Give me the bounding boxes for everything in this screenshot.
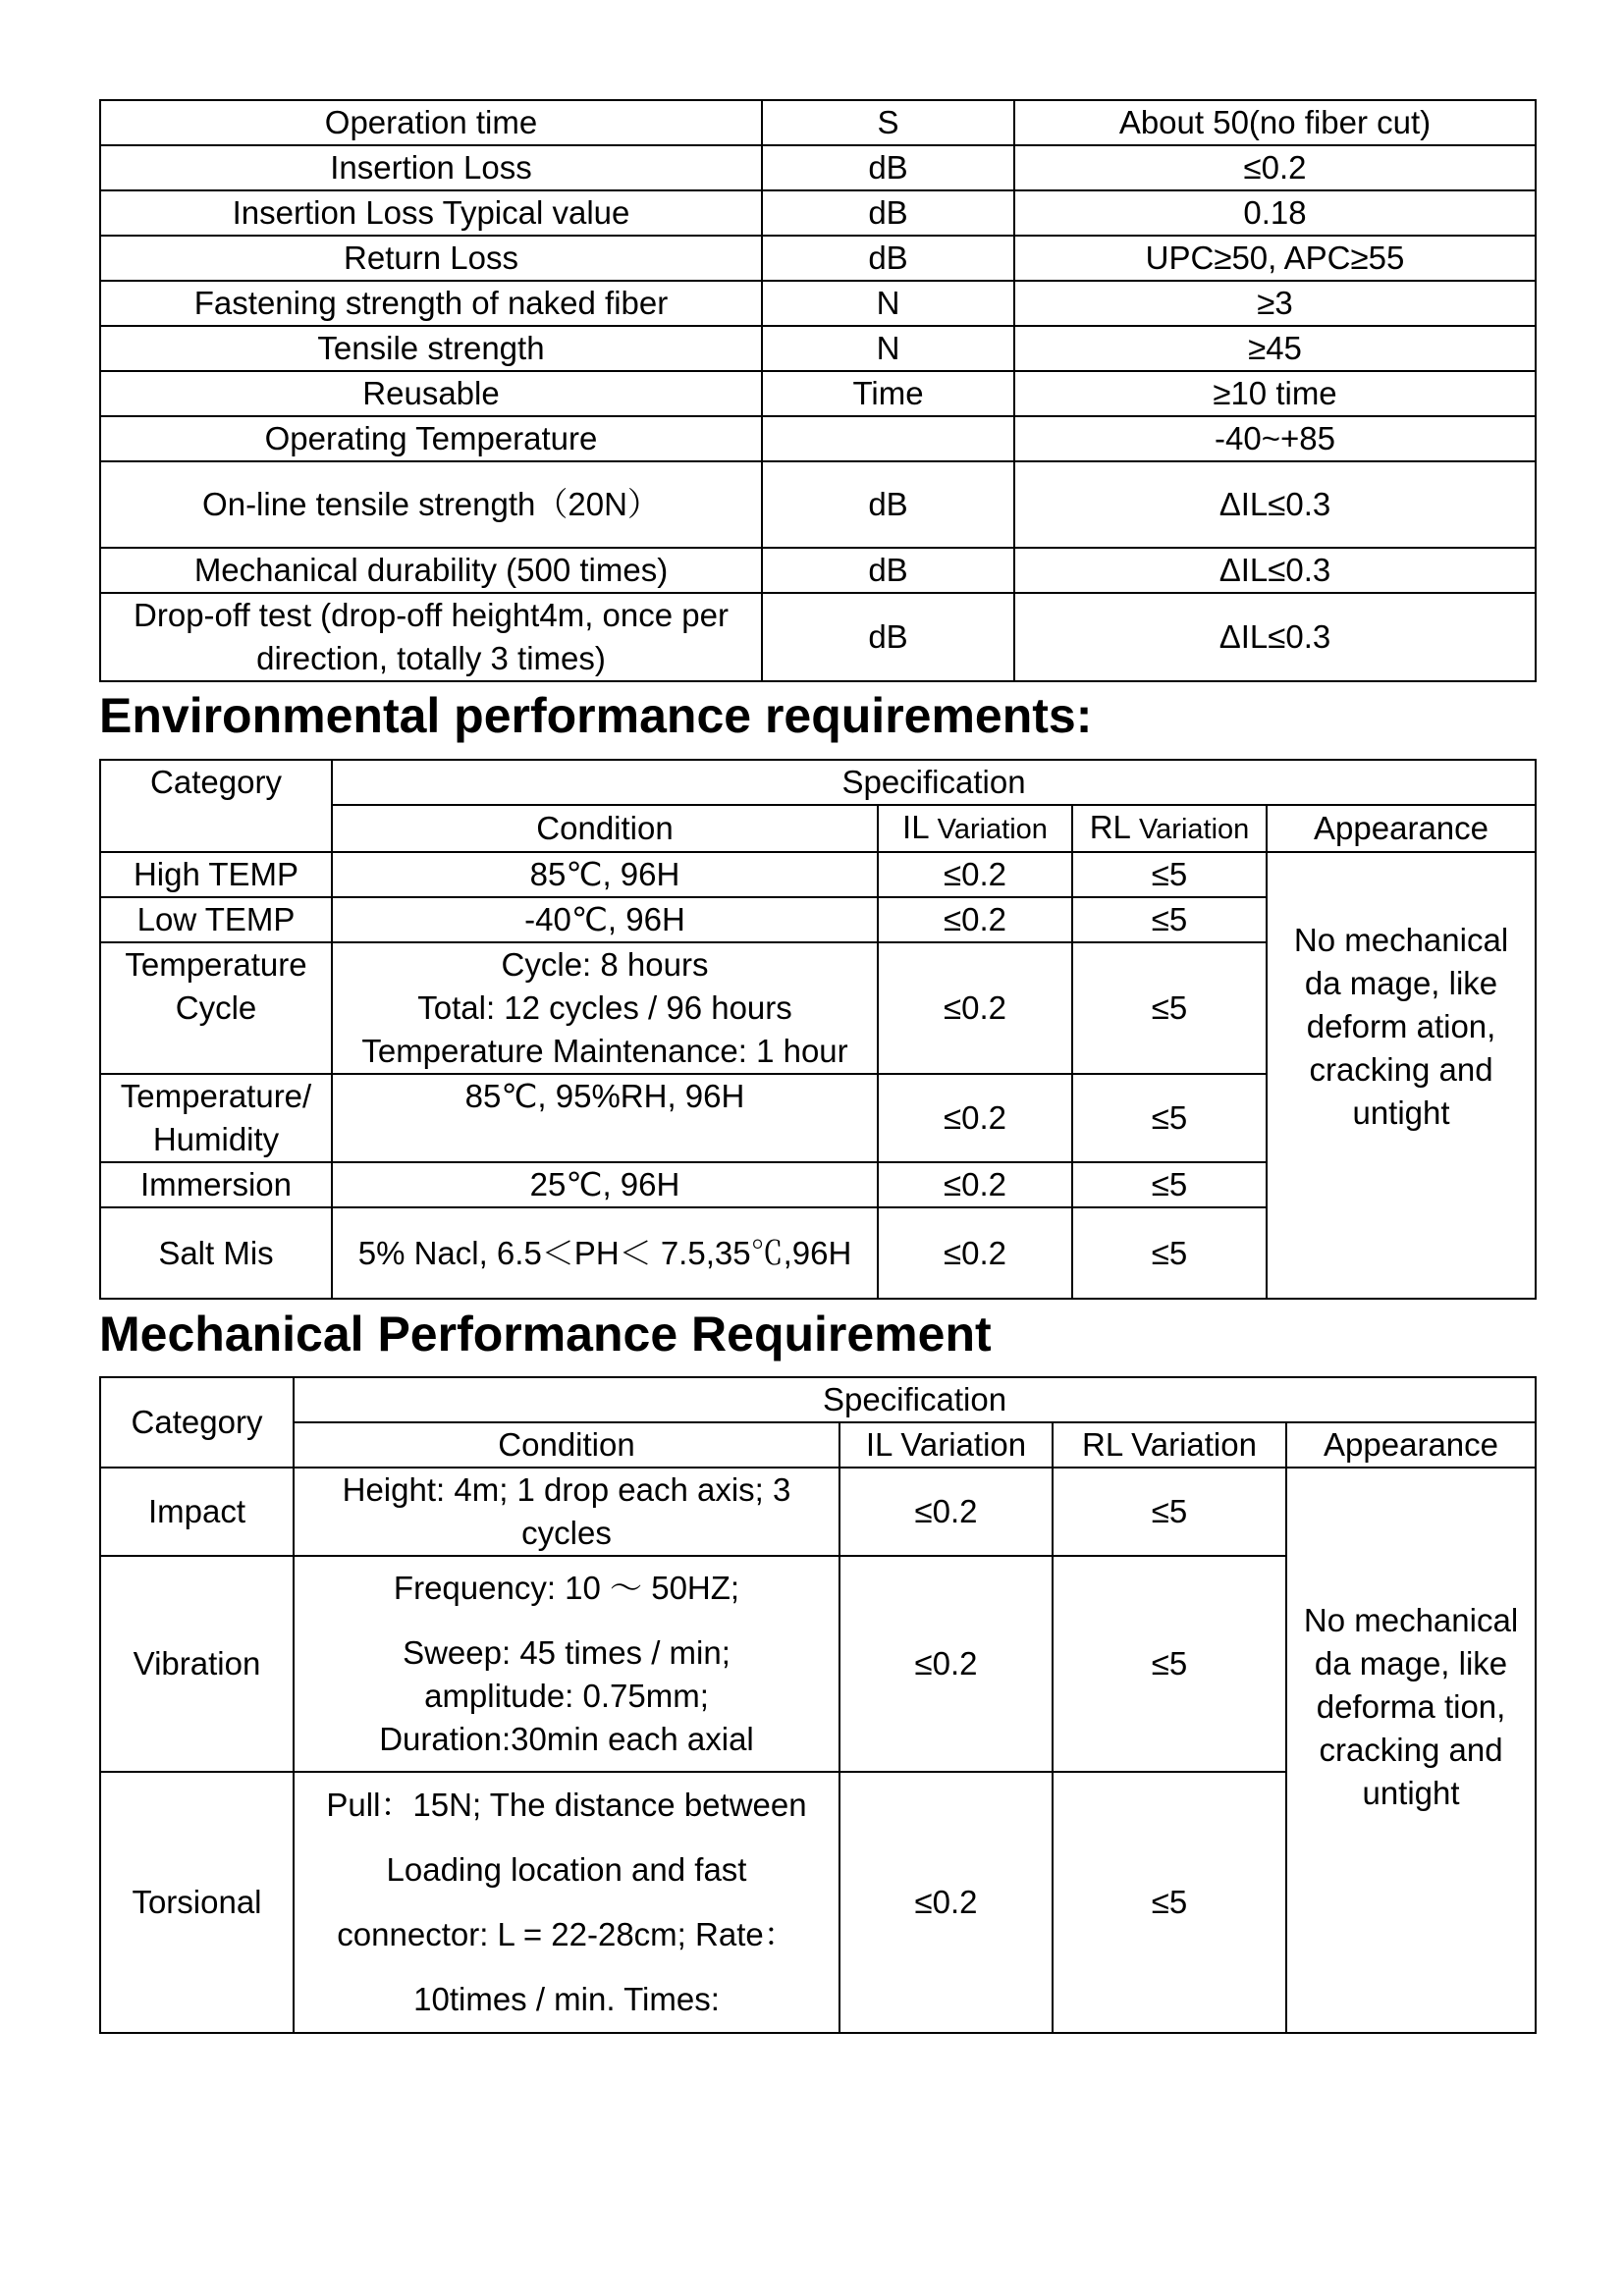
condition-cell — [332, 1074, 878, 1162]
rl-variation-cell: ≤5 — [1053, 1556, 1286, 1772]
category-cell — [100, 942, 332, 1074]
il-variation-cell: ≤0.2 — [839, 1772, 1053, 2033]
table-row — [100, 593, 1536, 681]
appearance-line: untight — [1362, 1775, 1460, 1811]
param-name: Tensile strength — [100, 326, 762, 371]
il-label: IL — [902, 809, 930, 845]
param-unit: dB — [762, 593, 1014, 681]
rl-variation-cell: ≤5 — [1053, 1772, 1286, 2033]
rl-variation-cell: ≤5 — [1072, 852, 1267, 897]
condition-line: Height: 4m; 1 drop each axis; 3 — [342, 1471, 791, 1508]
param-unit: S — [762, 100, 1014, 145]
param-unit: dB — [762, 236, 1014, 281]
condition-cell — [332, 1207, 878, 1299]
category-line: Salt Mis — [158, 1234, 274, 1271]
appearance-line: deform ation, — [1306, 1007, 1496, 1044]
condition-cell — [332, 1162, 878, 1207]
param-value: About 50(no fiber cut) — [1014, 100, 1536, 145]
table-row — [100, 852, 1536, 897]
category-cell: Torsional — [100, 1772, 294, 2033]
param-unit: N — [762, 326, 1014, 371]
param-name: Mechanical durability (500 times) — [100, 548, 762, 593]
environmental-table — [99, 759, 1537, 1300]
category-line: Cycle — [175, 989, 257, 1026]
condition-line: amplitude: 0.75mm; — [424, 1678, 709, 1714]
appearance-cell — [1286, 1468, 1536, 2033]
condition-header: Condition — [332, 805, 878, 852]
variation-label: Variation — [929, 814, 1048, 845]
param-unit: dB — [762, 145, 1014, 190]
param-value: ≥45 — [1014, 326, 1536, 371]
rl-variation-cell: ≤5 — [1072, 1074, 1267, 1162]
param-name: Return Loss — [100, 236, 762, 281]
rl-variation-cell: ≤5 — [1072, 1162, 1267, 1207]
param-value: ≤0.2 — [1014, 145, 1536, 190]
category-line: High TEMP — [133, 856, 299, 892]
appearance-header: Appearance — [1286, 1422, 1536, 1468]
param-value: ΔIL≤0.3 — [1014, 593, 1536, 681]
param-value: ΔIL≤0.3 — [1014, 461, 1536, 548]
rl-variation-header — [1072, 805, 1267, 852]
param-unit: dB — [762, 190, 1014, 236]
appearance-header: Appearance — [1267, 805, 1536, 852]
param-value: ΔIL≤0.3 — [1014, 548, 1536, 593]
condition-header: Condition — [294, 1422, 839, 1468]
condition-line: 85℃, 96H — [529, 856, 680, 892]
il-variation-cell: ≤0.2 — [878, 1162, 1072, 1207]
category-line: Humidity — [152, 1121, 280, 1157]
specification-header: Specification — [332, 760, 1536, 805]
condition-line: Frequency: 10 ～ 50HZ; — [393, 1570, 740, 1606]
table-header-row — [100, 760, 1536, 805]
il-variation-header — [878, 805, 1072, 852]
condition-cell — [332, 897, 878, 942]
mechanical-table — [99, 1376, 1537, 2034]
category-cell: Vibration — [100, 1556, 294, 1772]
category-cell — [100, 1207, 332, 1299]
category-line: Low TEMP — [136, 901, 296, 937]
table-header-row — [100, 1377, 1536, 1422]
condition-line: 25℃, 96H — [529, 1166, 680, 1202]
environmental-section-title: Environmental performance requirements: — [99, 688, 1093, 743]
general-spec-table — [99, 99, 1537, 682]
param-value: 0.18 — [1014, 190, 1536, 236]
condition-cell — [294, 1772, 839, 2033]
condition-line: -40℃, 96H — [524, 901, 685, 937]
appearance-line: No mechanical — [1293, 921, 1509, 958]
condition-line: Loading location and fast — [386, 1851, 747, 1888]
table-row — [100, 371, 1536, 416]
condition-line: Sweep: 45 times / min; — [403, 1634, 731, 1671]
condition-cell — [294, 1556, 839, 1772]
table-row — [100, 100, 1536, 145]
il-variation-cell: ≤0.2 — [878, 1207, 1072, 1299]
param-unit: Time — [762, 371, 1014, 416]
param-value: ≥3 — [1014, 281, 1536, 326]
table-row — [100, 416, 1536, 461]
table-row — [100, 236, 1536, 281]
category-cell — [100, 1162, 332, 1207]
table-row — [100, 548, 1536, 593]
category-cell — [100, 1074, 332, 1162]
param-value: UPC≥50, APC≥55 — [1014, 236, 1536, 281]
mechanical-section-title: Mechanical Performance Requirement — [99, 1307, 992, 1362]
param-unit: dB — [762, 461, 1014, 548]
condition-line: 85℃, 95%RH, 96H — [464, 1078, 745, 1114]
category-line: Temperature — [125, 946, 307, 983]
rl-variation-cell: ≤5 — [1072, 942, 1267, 1074]
condition-line: 5% Nacl, 6.5＜PH＜ 7.5,35℃,96H — [357, 1234, 852, 1271]
param-name: Insertion Loss — [100, 145, 762, 190]
rl-variation-cell: ≤5 — [1072, 1207, 1267, 1299]
il-variation-header: IL Variation — [839, 1422, 1053, 1468]
appearance-line: untight — [1352, 1094, 1450, 1131]
category-header: Category — [100, 760, 332, 852]
param-name: On-line tensile strength（20N） — [100, 461, 762, 548]
appearance-line: No mechanical — [1303, 1602, 1519, 1638]
table-row — [100, 1468, 1536, 1556]
il-variation-cell: ≤0.2 — [839, 1556, 1053, 1772]
category-line: Immersion — [139, 1166, 293, 1202]
condition-line: Pull：15N; The distance between — [326, 1787, 807, 1823]
table-row — [100, 461, 1536, 548]
param-name: Insertion Loss Typical value — [100, 190, 762, 236]
il-variation-cell: ≤0.2 — [878, 1074, 1072, 1162]
param-value: ≥10 time — [1014, 371, 1536, 416]
condition-line: Temperature Maintenance: 1 hour — [361, 1033, 848, 1069]
category-cell — [100, 897, 332, 942]
condition-line: cycles — [521, 1515, 612, 1551]
il-variation-cell: ≤0.2 — [878, 852, 1072, 897]
table-row — [100, 326, 1536, 371]
rl-label: RL — [1089, 809, 1131, 845]
condition-cell — [294, 1468, 839, 1556]
param-unit — [762, 416, 1014, 461]
category-header: Category — [100, 1377, 294, 1468]
param-name: Operating Temperature — [100, 416, 762, 461]
param-name: Fastening strength of naked fiber — [100, 281, 762, 326]
appearance-line: deforma tion, — [1316, 1688, 1506, 1725]
param-name: Reusable — [100, 371, 762, 416]
appearance-line: cracking and — [1309, 1050, 1493, 1088]
rl-variation-cell: ≤5 — [1053, 1468, 1286, 1556]
condition-cell — [332, 852, 878, 897]
param-name: Operation time — [100, 100, 762, 145]
category-cell — [100, 852, 332, 897]
condition-line: Total: 12 cycles / 96 hours — [417, 989, 792, 1026]
condition-line: Cycle: 8 hours — [501, 946, 709, 983]
appearance-cell — [1267, 852, 1536, 1299]
condition-cell — [332, 942, 878, 1074]
param-name: Drop-off test (drop-off height4m, once per direction, totally 3 times) — [100, 593, 762, 681]
appearance-line: da mage, like — [1314, 1645, 1508, 1682]
appearance-line: da mage, like — [1304, 964, 1498, 1001]
il-variation-cell: ≤0.2 — [878, 897, 1072, 942]
category-cell: Impact — [100, 1468, 294, 1556]
rl-variation-cell: ≤5 — [1072, 897, 1267, 942]
il-variation-cell: ≤0.2 — [839, 1468, 1053, 1556]
il-variation-cell: ≤0.2 — [878, 942, 1072, 1074]
condition-line: Duration:30min each axial — [379, 1721, 754, 1757]
specification-header: Specification — [294, 1377, 1536, 1422]
condition-line: connector: L = 22-28cm; Rate： — [337, 1916, 796, 1952]
condition-line: 10times / min. Times: — [413, 1981, 720, 2017]
variation-label: Variation — [1130, 814, 1250, 845]
appearance-line: cracking and — [1319, 1732, 1503, 1768]
category-line: Temperature/ — [120, 1078, 312, 1114]
param-unit: N — [762, 281, 1014, 326]
table-header-row — [100, 1422, 1536, 1468]
table-row — [100, 281, 1536, 326]
table-row — [100, 190, 1536, 236]
table-row — [100, 145, 1536, 190]
rl-variation-header: RL Variation — [1053, 1422, 1286, 1468]
param-unit: dB — [762, 548, 1014, 593]
param-value: -40~+85 — [1014, 416, 1536, 461]
